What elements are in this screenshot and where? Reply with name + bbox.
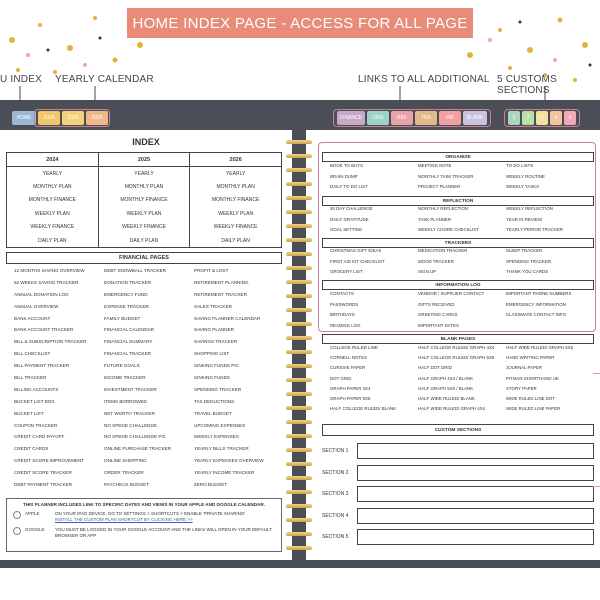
custom-section-row[interactable] [322,442,594,460]
custom-section-row[interactable] [322,464,594,482]
tracker-link[interactable]: MOOD TRACKER [418,258,454,264]
tab-org[interactable]: ORG [367,111,389,125]
binder-ring [286,294,312,298]
organize-link[interactable]: WEEKLY TASKS [506,184,540,189]
calendar-note [6,498,282,552]
tracker-link[interactable]: GROCERY LIST [330,269,363,274]
binder-ring [286,462,312,466]
binder-ring [286,322,312,326]
blank-page-link[interactable]: COLLEGE RULED LINE [330,345,378,350]
tracker-link[interactable]: SIGN UP [418,269,437,274]
tab-custom-4[interactable]: 4 [550,111,562,125]
apple-text: ON YOUR IPAD DEVICE, GO TO SETTINGS > SHORTCUTS > ENABLE 'PRIVATE SHARING' [55,511,246,516]
custom-section-box[interactable] [357,443,594,459]
financial-page-link[interactable]: TAX DEDUCTIONS [194,398,235,404]
tab-2025[interactable]: 2025 [62,111,84,125]
financial-page-link[interactable]: FINANCIAL TRACKER [104,351,151,357]
index-title: INDEX [132,137,160,147]
blank-page-link[interactable]: HALF WIDE RULED/ GRAPH 4X4 [418,406,486,412]
reflection-link[interactable]: 30 DAY CHALLENGE [330,206,373,211]
tab-home[interactable]: HOME [12,111,36,125]
financial-page-link[interactable]: YEARLY INCOME TRACKER [194,470,255,476]
custom-section-label: SECTION 3 [322,491,349,497]
blank-page-link[interactable]: GRAPH PAPER 4X4 [330,385,371,391]
financial-page-link[interactable]: CREDIT CARDS [14,446,49,452]
binder-ring [286,546,312,550]
information-log-link[interactable]: GREETING CARDS [418,312,458,317]
organize-link[interactable]: PROJECT PLANNER [418,184,461,189]
year-link[interactable]: YEARLY [190,167,282,181]
custom-section-label: SECTION 1 [322,448,349,454]
reflection-heading: REFLECTION [322,196,594,206]
custom-section-box[interactable] [357,529,594,545]
organize-link[interactable]: MEETING NOTE [418,163,452,168]
custom-highlight [504,109,580,127]
callout-custom: 5 CUSTOMS SECTIONS [497,74,557,96]
blank-page-link[interactable]: DOT GRID [330,375,352,381]
blank-page-link[interactable]: HALF COLLEGE RULED/ BLANK [330,406,397,412]
binder-ring [286,196,312,200]
tab-blank[interactable]: BLANK [463,111,487,125]
information-log-link[interactable]: VENDOR / SUPPLIER CONTACT [418,291,485,296]
blank-pages-heading: BLANK PAGES [322,334,594,344]
information-log-list [330,291,594,333]
binder-ring [286,336,312,340]
tab-inf[interactable]: INF [439,111,461,125]
financial-page-link[interactable]: SAVING PLANNER [194,327,234,333]
blank-page-link[interactable]: HALF DOT GRID [418,365,452,371]
financial-page-link[interactable]: BUCKET LIST [14,410,44,416]
binder-ring [286,252,312,256]
information-log-link[interactable]: IMPORTANT PHONE NUMBERS [506,291,572,296]
organize-link[interactable]: MONTHLY TASK TRACKER [418,173,474,179]
information-log-link [506,323,594,334]
organize-list [330,163,594,195]
financial-page-link[interactable]: BILLING ACCOUNTS [14,386,59,392]
blank-page-link[interactable]: CORNELL NOTES [330,355,367,361]
financial-page-link[interactable]: EMERGENCY FUND [104,291,148,297]
callout-links: LINKS TO ALL ADDITIONAL [358,74,490,85]
information-log-link[interactable]: READING LOG [330,322,361,328]
tracker-link[interactable]: THANK YOU CARDS [506,269,549,274]
blank-page-link[interactable]: HALF COLLEGE RULED/ GRAPH 5X5 [418,355,495,361]
information-log-heading: INFORMATION LOG [322,280,594,290]
financial-page-link[interactable]: CREDIT SCORE IMPROVEMENT [14,458,85,464]
callout-yearly: YEARLY CALENDAR [55,74,154,85]
financial-page-link[interactable]: YEARLY EXPENSES OVERVIEW [194,458,264,464]
binder-ring [286,266,312,270]
financial-page-link[interactable]: BILL TRACKER [14,375,47,381]
information-log-link[interactable]: IMPORTANT DATES [418,322,459,328]
financial-page-link[interactable]: BUCKET LIST BOX [14,398,55,404]
year-link[interactable]: DAILY PLAN [190,234,282,248]
year-link[interactable]: MONTHLY FINANCE [98,194,190,208]
year-link[interactable]: WEEKLY PLAN [7,207,99,221]
information-log-link[interactable]: CLASSMATE CONTACT INFO [506,312,567,317]
links-highlight [333,109,491,127]
reflection-link[interactable]: WEEKLY CHORE CHECKLIST [418,227,479,232]
tracker-link[interactable]: CHRISTMAS GIFT IDEAS [330,248,382,253]
google-icon [13,527,21,535]
side-arrow-2 [593,486,600,487]
callout-index: U INDEX [0,74,42,85]
blank-page-link[interactable]: PITMAN SHORTHAND UK [506,375,559,381]
information-log-link[interactable]: PASSWORDS [330,301,359,307]
binder-ring [286,238,312,242]
custom-section-label: SECTION 4 [322,512,349,519]
financial-page-link[interactable]: YEARLY BILLS TRACKER [194,446,249,452]
binder-ring [286,434,312,438]
organize-link[interactable]: TO DO LISTS [506,163,534,168]
binder-rings [286,140,312,560]
binder-ring [286,420,312,424]
year-link[interactable]: DAILY PLAN [98,234,190,248]
year-header[interactable]: 2024 [7,153,99,167]
reflection-link[interactable]: MONTHLY REFLECTION [418,206,469,211]
financial-page-link[interactable]: CREDIT CARD PAYOFF [14,434,65,440]
tab-custom-2[interactable]: 2 [522,111,534,125]
blank-page-link[interactable]: HALF GRAPH 5X5 / BLANK [418,385,474,391]
financial-page-link[interactable]: NET WORTH TRACKER [104,410,155,416]
custom-section-row[interactable] [322,485,594,503]
custom-section-box[interactable] [357,486,594,502]
blank-page-link[interactable]: WIDE RULED LINE DOT [506,395,556,401]
note-title: THIS PLANNER INCLUDES LINK TO SPECIFIC DATES AND VIEWS IN YOUR APPLE AND GOOGLE CALENDAR. [23,502,265,507]
financial-page-link[interactable]: INVESTMENT TRACKER [104,386,157,392]
financial-page-link[interactable]: ANNUAL DONATION LOG [14,291,69,297]
financial-page-link[interactable]: INCOME TRACKER [104,375,146,381]
financial-page-link[interactable]: 12 MONTHS SAVING OVERVIEW [14,268,85,273]
year-header[interactable]: 2025 [98,153,190,167]
financial-page-link[interactable]: BILL PAYMENT TRACKER [14,363,70,369]
information-log-link[interactable]: BIRTHDAYS [330,312,355,317]
financial-page-link[interactable]: WEEKLY EXPENSES [194,434,239,440]
tab-custom-3[interactable]: 3 [536,111,548,125]
tab-finance[interactable]: FINANCE [337,111,365,125]
financial-page-link[interactable]: PAYCHECK BUDGET [104,482,150,488]
binder-ring [286,448,312,452]
custom-section-label: SECTION 2 [322,469,349,476]
page-banner [127,8,473,38]
year-link[interactable]: WEEKLY FINANCE [7,221,99,235]
financial-page-link[interactable]: BILL & SUBSCRIPTION TRACKER [14,339,87,345]
year-link[interactable]: MONTHLY FINANCE [190,194,282,208]
financial-page-link[interactable]: SALES TRACKER [194,303,232,309]
financial-page-link[interactable]: ONLINE PURCHASE TRACKER [104,446,172,452]
binder-ring [286,406,312,410]
tab-ref[interactable]: REF [391,111,413,125]
reflection-list [330,206,594,238]
blank-page-link[interactable]: HAND WRITING PAPER [506,355,555,361]
year-link[interactable]: MONTHLY PLAN [190,180,282,194]
tab-custom-1[interactable]: 1 [508,111,520,125]
binder-ring [286,518,312,522]
year-link[interactable]: WEEKLY FINANCE [98,221,190,235]
financial-page-link[interactable]: FAMILY BUDGET [104,315,141,321]
binder-ring [286,490,312,494]
financial-page-link[interactable]: DEBT PAYMENT TRACKER [14,482,73,488]
financial-page-link[interactable]: NO SPEND CHALLENGE PIC [104,434,167,440]
binder-ring [286,378,312,382]
organize-link[interactable]: BOOK TO BUYS [330,163,364,168]
year-link[interactable]: WEEKLY FINANCE [190,221,282,235]
blank-page-link[interactable]: HALF WIDE RULED/ GRAPH 5X5 [506,345,574,350]
trackers-heading: TRACKERS [322,238,594,248]
blank-page-link[interactable]: CURSIVE PAPER [330,365,366,371]
year-link[interactable]: MONTHLY PLAN [7,180,99,194]
financial-page-link[interactable]: ITEMS BORROWED [104,398,147,404]
yearly-highlight [34,109,110,127]
tab-2024[interactable]: 2024 [38,111,60,125]
financial-page-link[interactable]: DEBT SNOWBALL TRACKER [104,268,166,273]
tracker-link[interactable]: SPENDING TRACKER [506,258,552,264]
financial-page-link[interactable]: RETIREMENT PLANNING [194,279,249,285]
financial-page-link[interactable]: 52 WEEKS SAVING TRACKER [14,279,79,285]
binder-ring [286,182,312,186]
financial-page-link[interactable]: BILL CHECKLIST [14,351,51,357]
reflection-link[interactable]: WEEKLY REFLECTION [506,206,553,211]
reflection-link[interactable]: YEARLY PERIOD TRACKER [506,227,564,232]
financial-page-link[interactable]: SAVINGS TRACKER [194,339,238,345]
financial-pages-heading: FINANCIAL PAGES [6,252,282,264]
blank-page-link[interactable]: WIDE RULED LINE PAPER [506,406,561,412]
financial-page-link[interactable]: BANK ACCOUNT [14,315,51,321]
apple-label: APPLE [25,511,40,516]
tracker-link[interactable]: FIRST AID KIT CHECKLIST [330,258,385,264]
year-link[interactable]: WEEKLY PLAN [190,207,282,221]
side-arrow-1 [593,373,600,374]
financial-page-link[interactable]: CREDIT SCORE TRACKER [14,470,72,476]
binder-ring [286,224,312,228]
binder-ring [286,308,312,312]
binder-ring [286,280,312,284]
blank-page-link[interactable]: JOURNAL PAPER [506,365,543,371]
apple-shortcut-link[interactable]: INSTALL THE CUSTOM PLAN SHORTCUT BY CLICKING HERE >> [55,517,193,522]
financial-page-link[interactable]: ONLINE SHOPPING [104,458,147,464]
blank-pages-list [330,345,594,416]
information-log-link[interactable]: EMERGENCY INFORMATION [506,301,566,307]
financial-page-link[interactable]: SPENDING TRACKER [194,386,242,392]
tracker-link[interactable]: MEDICATION TRACKER [418,248,468,253]
financial-page-link[interactable]: TRAVEL BUDGET [194,410,232,416]
year-link[interactable]: YEARLY [98,167,190,181]
banner-title: HOME INDEX PAGE - ACCESS FOR ALL PAGE [132,14,468,32]
binder-ring [286,476,312,480]
binder-ring [286,154,312,158]
year-link[interactable]: MONTHLY FINANCE [7,194,99,208]
blank-page-link[interactable]: HALF WIDE RULED/ BLANK [418,395,475,401]
custom-section-row[interactable] [322,507,594,525]
financial-page-link[interactable]: COUPON TRACKER [14,422,58,428]
tab-tra[interactable]: TRA [415,111,437,125]
financial-page-link[interactable]: UPCOMING EXPENSES [194,422,246,428]
custom-section-box[interactable] [357,465,594,481]
financial-page-link[interactable]: ANNUAL OVERVIEW [14,303,59,309]
organize-link[interactable]: DAILY TO DO LIST [330,184,368,189]
financial-page-link[interactable]: RETIREMENT TRACKER [194,291,247,297]
year-link[interactable]: MONTHLY PLAN [98,180,190,194]
financial-page-link[interactable]: PROFIT & LOST [194,268,229,273]
trackers-list [330,248,594,280]
binder-ring [286,392,312,396]
binder-ring [286,350,312,354]
reflection-link[interactable]: DAILY GRATITUDE [330,216,369,222]
reflection-link[interactable]: TASK PLANNER [418,216,452,222]
financial-page-link[interactable]: NO SPEND CHALLENGE [104,422,158,428]
year-link[interactable]: YEARLY [7,167,99,181]
google-label: GOOGLE [25,527,45,532]
custom-section-label: SECTION 5 [322,534,349,540]
information-log-link[interactable]: GIFTS RECEIVED [418,301,455,307]
information-log-link[interactable]: CONTACTS [330,291,354,296]
binder-ring [286,504,312,508]
custom-sections-heading: CUSTOM SECTIONS [322,424,594,436]
financial-page-link[interactable]: BANK ACCOUNT TRACKER [14,327,74,333]
blank-page-link[interactable]: HALF GRAPH 4X4 / BLANK [418,375,474,381]
financial-pages-list [14,268,284,494]
yearly-index-table [6,152,282,248]
blank-page-link[interactable]: GRAPH PAPER 5X5 [330,395,371,401]
organize-link[interactable]: WEEKLY ROUTINE [506,173,545,179]
blank-page-link[interactable]: HALF COLLEGE RULED/ GRAPH 4X4 [418,345,495,350]
financial-page-link[interactable]: ZERO BUDGET [194,482,228,488]
reflection-link[interactable]: GOAL SETTING [330,227,363,232]
binder-ring [286,168,312,172]
financial-page-link[interactable]: SINKING FUNDS [194,375,230,381]
financial-page-link[interactable]: SHOPPING LIST [194,351,230,357]
custom-section-box[interactable] [357,508,594,524]
binder-ring [286,364,312,368]
google-text: YOU MUST BE LOGGED IN YOUR GOOGLE ACCOUNT AND THE LINKS WILL OPEN IN YOUR DEFAULT BROWSER OR APP [55,527,272,538]
tracker-link[interactable]: SLEEP TRACKER [506,248,543,253]
financial-page-link[interactable]: ORDER TRACKER [104,470,144,476]
organize-heading: ORGANIZE [322,152,594,162]
binder-ring [286,532,312,536]
financial-page-link[interactable]: SAVING PLANNER CALENDAR [194,315,261,321]
year-link[interactable]: DAILY PLAN [7,234,99,248]
blank-page-link[interactable]: STORY PAPER [506,385,537,391]
binder-ring [286,210,312,214]
reflection-link[interactable]: YEAR IN REVIEW [506,216,543,222]
year-link[interactable]: WEEKLY PLAN [98,207,190,221]
financial-page-link[interactable]: EXPENSE TRACKER [104,303,149,309]
financial-page-link[interactable]: FUTURE GOALS [104,363,140,369]
financial-page-link[interactable]: FINANCIAL SUMMARY [104,339,153,345]
year-header[interactable]: 2026 [190,153,282,167]
organize-link[interactable]: BRAIN DUMP [330,173,358,179]
tab-2026[interactable]: 2026 [86,111,108,125]
tab-custom-5[interactable]: 5 [564,111,576,125]
apple-icon [13,511,21,519]
custom-section-row[interactable] [322,528,594,546]
financial-page-link[interactable]: FINANCIAL CALENDAR [104,327,155,333]
financial-page-link[interactable]: SINKING FUNDS PIC [194,363,239,369]
financial-page-link[interactable]: DONATION TRACKER [104,279,152,285]
